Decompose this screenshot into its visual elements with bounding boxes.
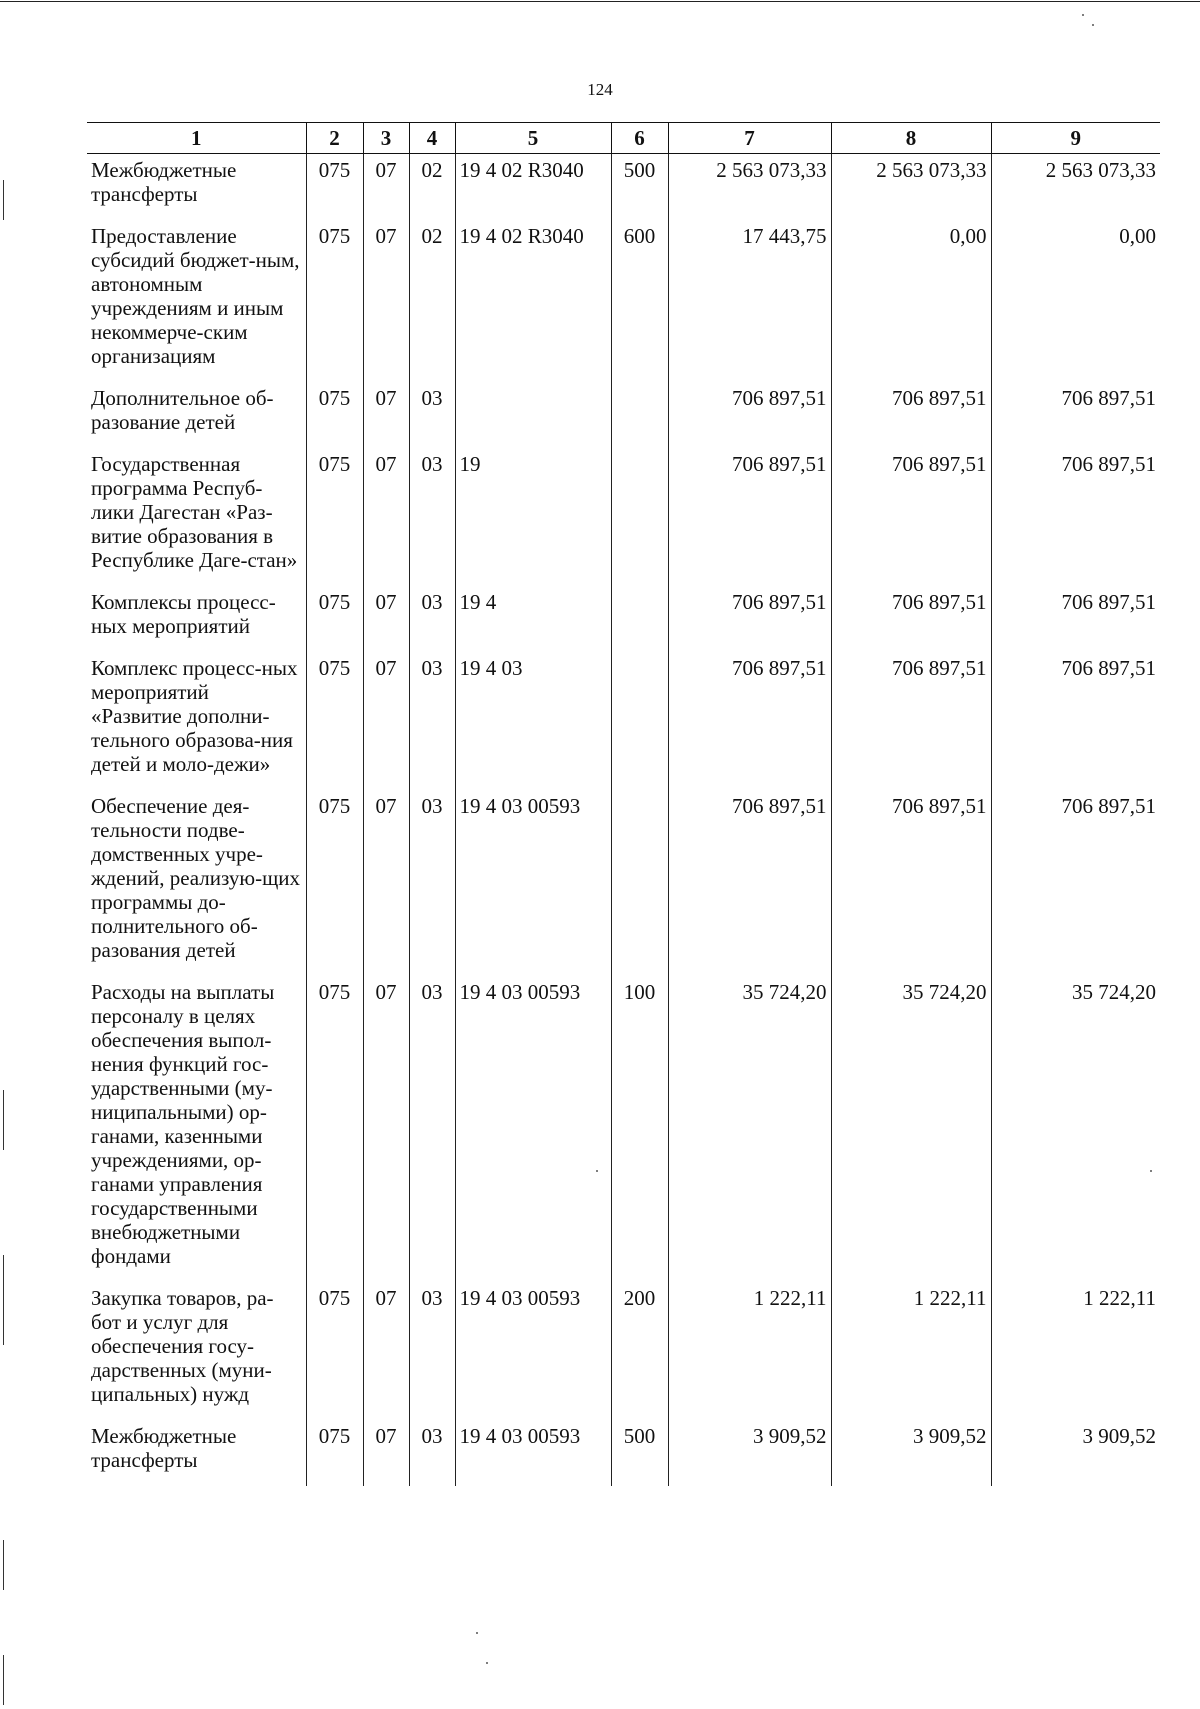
scan-border-top	[0, 1, 1200, 2]
scan-margin-mark	[3, 1255, 4, 1345]
cell-subsection: 02	[409, 220, 455, 382]
cell-expense-type: 600	[611, 220, 668, 382]
cell-section: 07	[363, 790, 409, 976]
cell-amount-3: 706 897,51	[991, 586, 1160, 652]
cell-ministry-code: 075	[306, 1282, 363, 1420]
cell-target-article: 19 4	[455, 586, 611, 652]
cell-expense-type	[611, 652, 668, 790]
cell-amount-3: 706 897,51	[991, 382, 1160, 448]
cell-amount-2: 706 897,51	[831, 790, 991, 976]
col-header-4: 4	[409, 123, 455, 154]
cell-section: 07	[363, 586, 409, 652]
cell-expense-type: 500	[611, 1420, 668, 1486]
cell-ministry-code: 075	[306, 652, 363, 790]
cell-ministry-code: 075	[306, 586, 363, 652]
cell-section: 07	[363, 976, 409, 1282]
cell-name: Межбюджетные трансферты	[87, 1420, 306, 1486]
cell-amount-2: 35 724,20	[831, 976, 991, 1282]
cell-amount-3: 3 909,52	[991, 1420, 1160, 1486]
cell-amount-1: 706 897,51	[668, 652, 831, 790]
table-row	[87, 790, 1160, 976]
cell-subsection: 03	[409, 586, 455, 652]
cell-subsection: 03	[409, 976, 455, 1282]
col-header-2: 2	[306, 123, 363, 154]
cell-name: Комплексы процесс-ных мероприятий	[87, 586, 306, 652]
table-row	[87, 976, 1160, 1282]
cell-amount-3: 35 724,20	[991, 976, 1160, 1282]
cell-amount-2: 706 897,51	[831, 448, 991, 586]
cell-amount-1: 1 222,11	[668, 1282, 831, 1420]
cell-expense-type	[611, 790, 668, 976]
cell-target-article: 19 4 03	[455, 652, 611, 790]
cell-section: 07	[363, 154, 409, 221]
col-header-9: 9	[991, 123, 1160, 154]
cell-target-article: 19 4 02 R3040	[455, 154, 611, 221]
scan-margin-mark	[3, 1090, 4, 1150]
cell-amount-3: 706 897,51	[991, 448, 1160, 586]
cell-subsection: 03	[409, 382, 455, 448]
cell-subsection: 03	[409, 790, 455, 976]
cell-expense-type	[611, 586, 668, 652]
cell-amount-1: 3 909,52	[668, 1420, 831, 1486]
scan-speck	[1082, 14, 1084, 16]
table-row	[87, 220, 1160, 382]
cell-subsection: 03	[409, 448, 455, 586]
col-header-5: 5	[455, 123, 611, 154]
cell-ministry-code: 075	[306, 448, 363, 586]
cell-amount-1: 35 724,20	[668, 976, 831, 1282]
table-row	[87, 1420, 1160, 1486]
cell-section: 07	[363, 1282, 409, 1420]
scan-speck	[1092, 24, 1094, 26]
table-row	[87, 448, 1160, 586]
cell-amount-1: 706 897,51	[668, 382, 831, 448]
cell-subsection: 03	[409, 652, 455, 790]
cell-amount-3: 706 897,51	[991, 790, 1160, 976]
budget-table	[87, 122, 1160, 1486]
table-header-row	[87, 123, 1160, 154]
scan-margin-mark	[3, 1655, 4, 1705]
cell-subsection: 03	[409, 1282, 455, 1420]
cell-ministry-code: 075	[306, 790, 363, 976]
cell-name: Предоставление субсидий бюджет-ным, автономным учреждениям и иным некоммерче-ским организациям	[87, 220, 306, 382]
cell-name: Государственная программа Респуб-лики Дагестан «Раз-витие образования в Республике Даге-стан»	[87, 448, 306, 586]
cell-amount-1: 17 443,75	[668, 220, 831, 382]
cell-amount-3: 1 222,11	[991, 1282, 1160, 1420]
cell-amount-2: 2 563 073,33	[831, 154, 991, 221]
cell-target-article: 19	[455, 448, 611, 586]
cell-amount-2: 3 909,52	[831, 1420, 991, 1486]
col-header-1: 1	[87, 123, 306, 154]
cell-amount-2: 706 897,51	[831, 586, 991, 652]
col-header-7: 7	[668, 123, 831, 154]
cell-amount-2: 706 897,51	[831, 652, 991, 790]
cell-name: Обеспечение дея-тельности подве-домственных учре-ждений, реализую-щих программы до-полнительного об-разования детей	[87, 790, 306, 976]
cell-amount-1: 706 897,51	[668, 448, 831, 586]
cell-section: 07	[363, 220, 409, 382]
cell-target-article: 19 4 03 00593	[455, 790, 611, 976]
cell-section: 07	[363, 448, 409, 586]
scan-margin-mark	[3, 180, 4, 220]
table-row	[87, 154, 1160, 221]
cell-target-article: 19 4 03 00593	[455, 976, 611, 1282]
cell-ministry-code: 075	[306, 382, 363, 448]
page-number: 124	[587, 80, 613, 99]
cell-section: 07	[363, 652, 409, 790]
cell-ministry-code: 075	[306, 1420, 363, 1486]
cell-target-article	[455, 382, 611, 448]
cell-amount-2: 706 897,51	[831, 382, 991, 448]
table-row	[87, 382, 1160, 448]
table-row	[87, 652, 1160, 790]
cell-ministry-code: 075	[306, 154, 363, 221]
cell-name: Закупка товаров, ра-бот и услуг для обеспечения госу-дарственных (муни-ципальных) нужд	[87, 1282, 306, 1420]
scan-speck	[486, 1662, 488, 1664]
cell-amount-1: 706 897,51	[668, 790, 831, 976]
cell-ministry-code: 075	[306, 976, 363, 1282]
cell-name: Межбюджетные трансферты	[87, 154, 306, 221]
cell-ministry-code: 075	[306, 220, 363, 382]
cell-section: 07	[363, 1420, 409, 1486]
col-header-3: 3	[363, 123, 409, 154]
cell-subsection: 02	[409, 154, 455, 221]
cell-expense-type: 100	[611, 976, 668, 1282]
cell-subsection: 03	[409, 1420, 455, 1486]
cell-amount-1: 706 897,51	[668, 586, 831, 652]
scan-speck	[476, 1632, 478, 1634]
cell-amount-2: 0,00	[831, 220, 991, 382]
cell-name: Комплекс процесс-ных мероприятий «Развитие дополни-тельного образова-ния детей и моло-дежи»	[87, 652, 306, 790]
cell-amount-3: 706 897,51	[991, 652, 1160, 790]
col-header-8: 8	[831, 123, 991, 154]
cell-expense-type	[611, 382, 668, 448]
cell-expense-type: 500	[611, 154, 668, 221]
cell-amount-2: 1 222,11	[831, 1282, 991, 1420]
cell-target-article: 19 4 03 00593	[455, 1420, 611, 1486]
scan-margin-mark	[3, 1540, 4, 1590]
cell-amount-3: 2 563 073,33	[991, 154, 1160, 221]
cell-name: Расходы на выплаты персоналу в целях обеспечения выпол-нения функций гос-ударственными (му-ниципальными) ор-ганами, казенными учреждениями, ор-ганами управления государственными внебюджетными фондами	[87, 976, 306, 1282]
cell-amount-3: 0,00	[991, 220, 1160, 382]
cell-section: 07	[363, 382, 409, 448]
cell-target-article: 19 4 02 R3040	[455, 220, 611, 382]
cell-amount-1: 2 563 073,33	[668, 154, 831, 221]
cell-target-article: 19 4 03 00593	[455, 1282, 611, 1420]
cell-name: Дополнительное об-разование детей	[87, 382, 306, 448]
cell-expense-type: 200	[611, 1282, 668, 1420]
table-row	[87, 586, 1160, 652]
cell-expense-type	[611, 448, 668, 586]
table-row	[87, 1282, 1160, 1420]
col-header-6: 6	[611, 123, 668, 154]
